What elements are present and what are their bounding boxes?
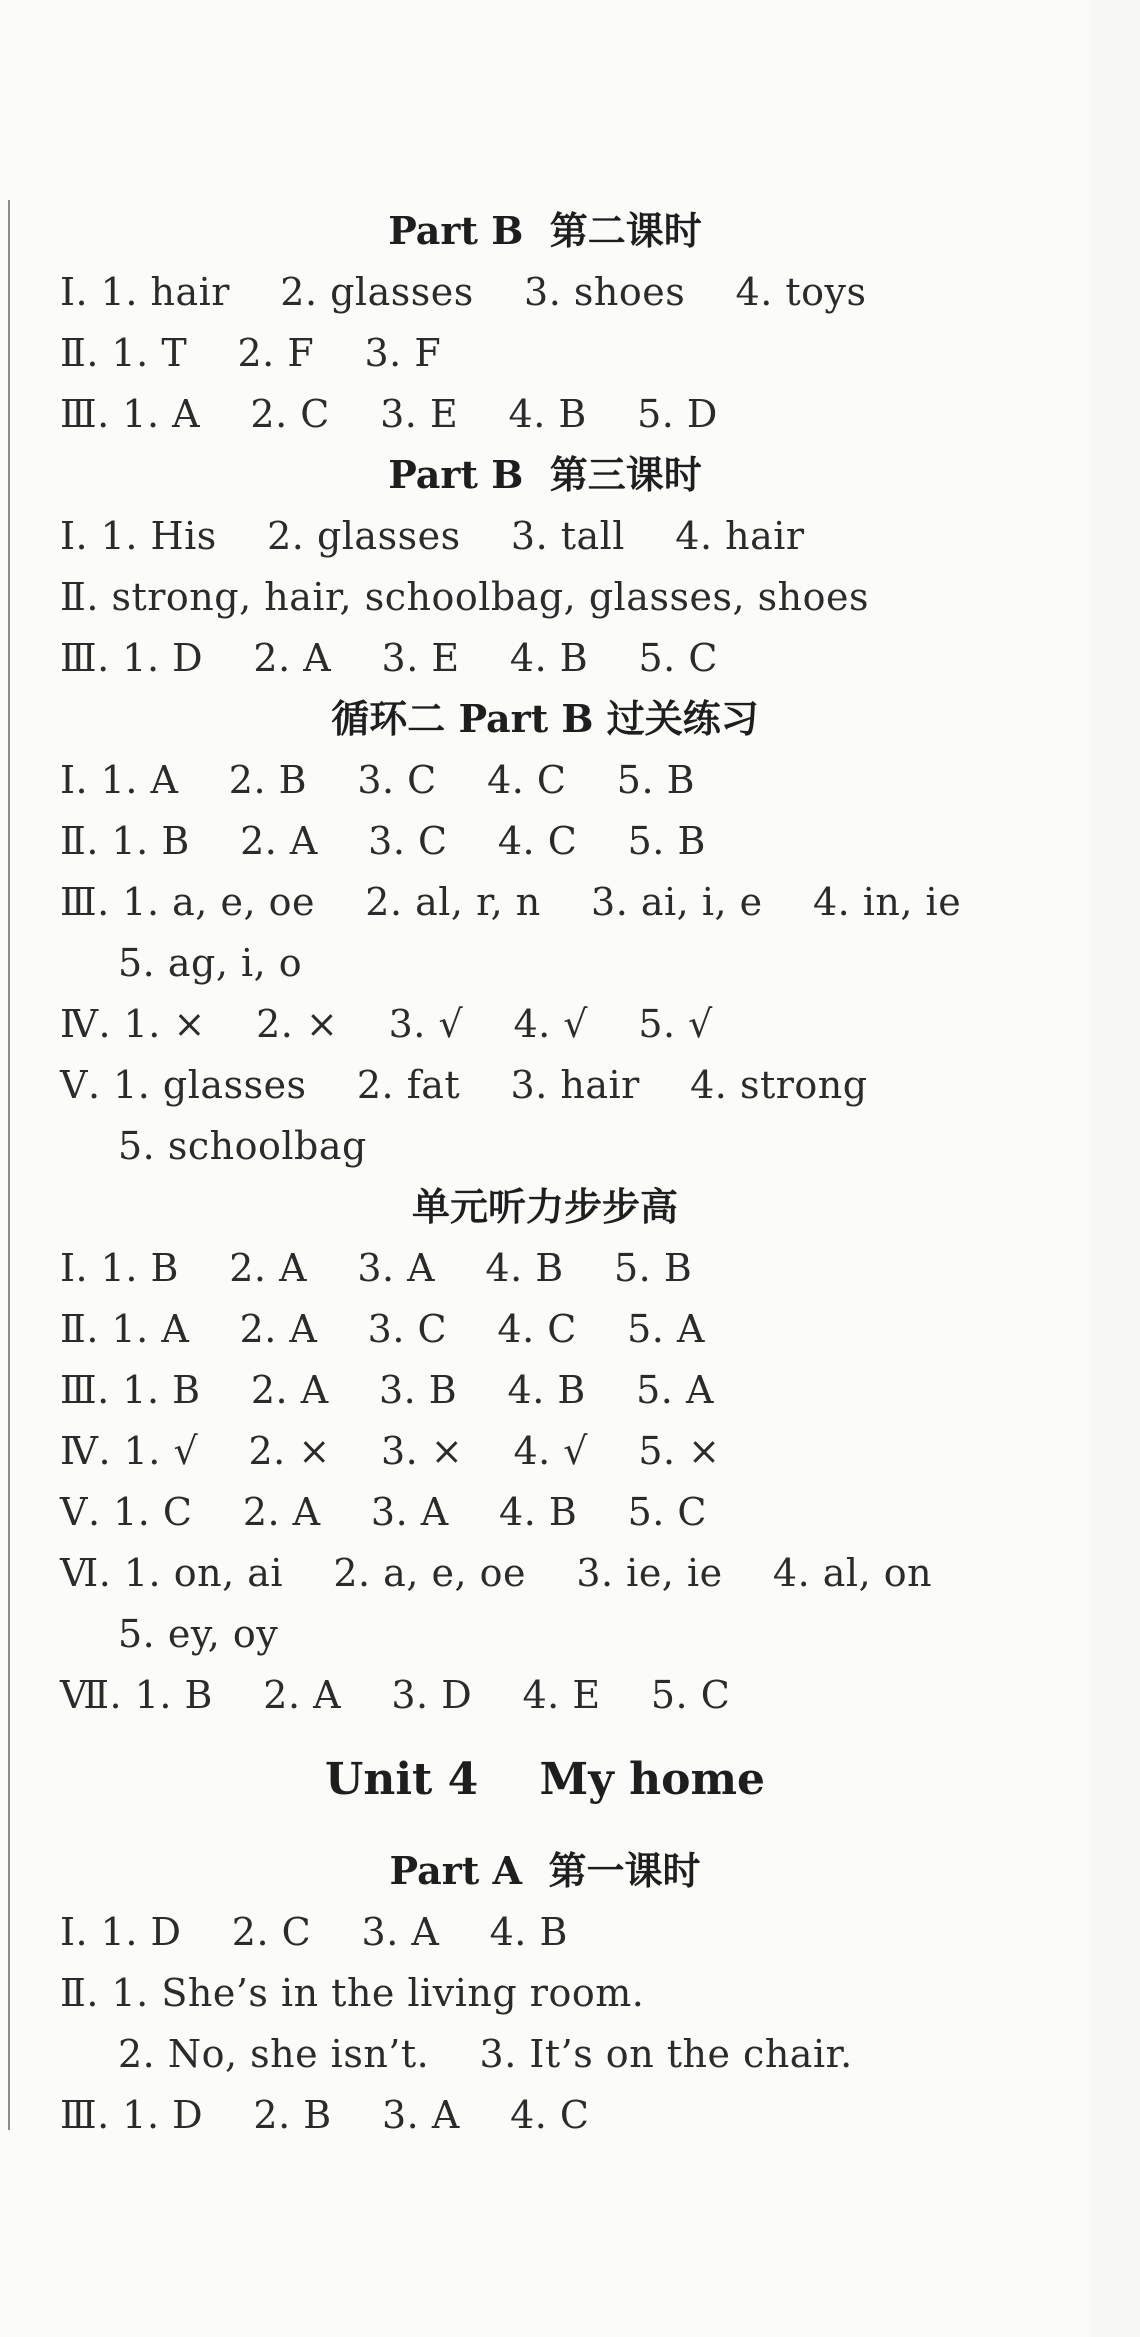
- answer-line: Ⅳ. 1. × 2. × 3. √ 4. √ 5. √: [60, 1002, 713, 1046]
- answer-line: Ⅴ. 1. C 2. A 3. A 4. B 5. C: [60, 1490, 708, 1534]
- answer-line: Ⅶ. 1. B 2. A 3. D 4. E 5. C: [60, 1673, 731, 1717]
- answer-line: Ⅱ. 1. A 2. A 3. C 4. C 5. A: [60, 1307, 705, 1351]
- answer-line: Ⅴ. 1. glasses 2. fat 3. hair 4. strong: [60, 1063, 868, 1107]
- heading-unit-listening: 单元听力步步高: [411, 1184, 678, 1229]
- heading-unit-4: Unit 4 My home: [324, 1754, 766, 1805]
- answer-line: Ⅲ. 1. A 2. C 3. E 4. B 5. D: [60, 392, 718, 436]
- answer-line: Ⅲ. 1. D 2. A 3. E 4. B 5. C: [60, 636, 718, 680]
- answer-line: Ⅱ. strong, hair, schoolbag, glasses, shoes: [60, 575, 869, 619]
- answer-line: 5. schoolbag: [118, 1124, 367, 1168]
- heading-part-a-lesson-1: Part A 第一课时: [389, 1848, 701, 1893]
- answer-line: Ⅱ. 1. B 2. A 3. C 4. C 5. B: [60, 819, 706, 863]
- answer-line: Ⅳ. 1. √ 2. × 3. × 4. √ 5. ×: [60, 1429, 721, 1473]
- answer-line: 5. ey, oy: [118, 1612, 279, 1656]
- answer-line: Ⅵ. 1. on, ai 2. a, e, oe 3. ie, ie 4. al, on: [60, 1551, 933, 1595]
- heading-part-b-lesson-3: Part B 第三课时: [388, 452, 702, 497]
- answer-line: 5. ag, i, o: [118, 941, 303, 985]
- answer-line: Ⅰ. 1. hair 2. glasses 3. shoes 4. toys: [60, 270, 867, 314]
- answer-line: Ⅲ. 1. B 2. A 3. B 4. B 5. A: [60, 1368, 714, 1412]
- answer-line: Ⅲ. 1. D 2. B 3. A 4. C: [60, 2093, 590, 2137]
- answer-line: Ⅰ. 1. B 2. A 3. A 4. B 5. B: [60, 1246, 693, 1290]
- answer-line: 2. No, she isn’t. 3. It’s on the chair.: [118, 2032, 853, 2076]
- heading-part-b-lesson-2: Part B 第二课时: [388, 208, 702, 253]
- answer-line: Ⅱ. 1. T 2. F 3. F: [60, 331, 442, 375]
- answer-line: Ⅰ. 1. D 2. C 3. A 4. B: [60, 1910, 568, 1954]
- heading-cycle-2-practice: 循环二 Part B 过关练习: [331, 696, 759, 741]
- answer-line: Ⅰ. 1. A 2. B 3. C 4. C 5. B: [60, 758, 696, 802]
- answer-line: Ⅰ. 1. His 2. glasses 3. tall 4. hair: [60, 514, 805, 558]
- answer-line: Ⅲ. 1. a, e, oe 2. al, r, n 3. ai, i, e 4. in, ie: [60, 880, 962, 924]
- answer-line: Ⅱ. 1. She’s in the living room.: [60, 1971, 645, 2015]
